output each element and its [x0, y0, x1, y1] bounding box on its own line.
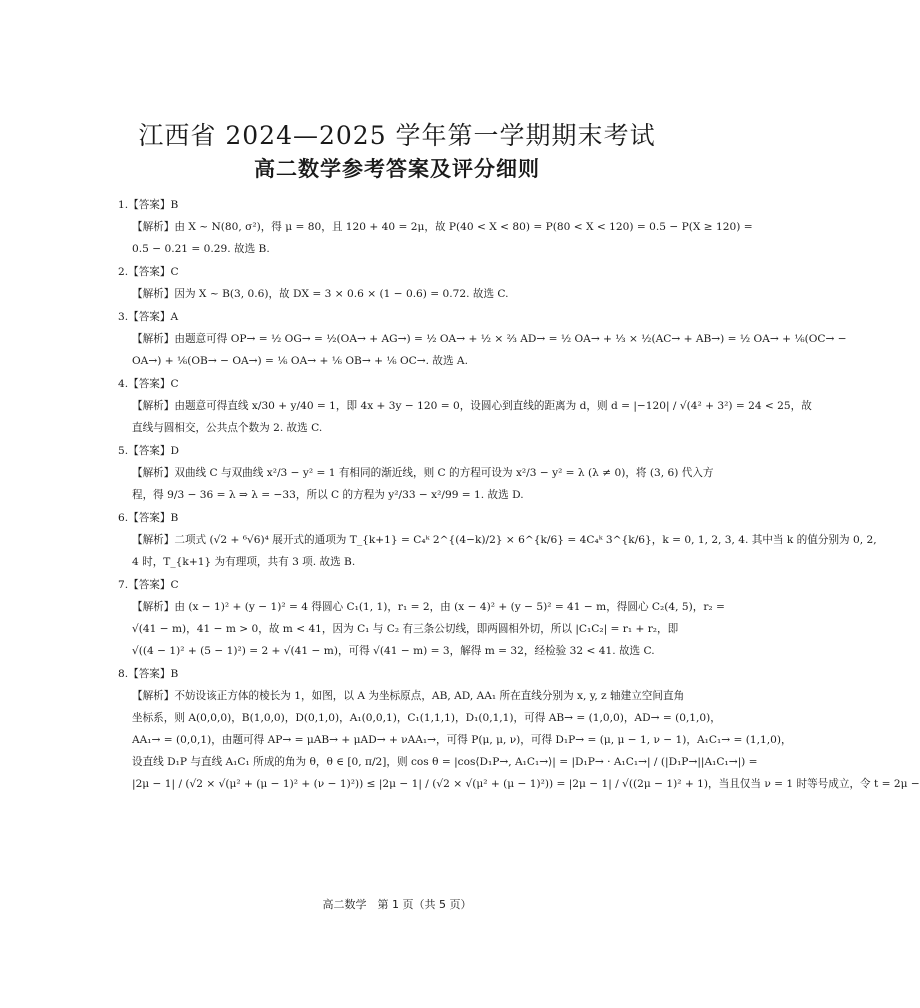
answer-label: 7.【答案】C: [118, 579, 179, 591]
solution-line: 【解析】由题意可得 OP→ = ½ OG→ = ½(OA→ + AG→) = ½ OA→ + ½ × ⅔ AD→ = ½ OA→ + ⅓ × ½(AC→ + AB→) = ½ OA→ + ⅙(OC→ −: [132, 333, 847, 345]
solution-line: 直线与圆相交，公共点个数为 2. 故选 C.: [132, 422, 323, 434]
question-block: [118, 306, 847, 372]
answer-label: 3.【答案】A: [118, 311, 179, 323]
exam-title: 江西省 2024—2025 学年第一学期期末考试: [138, 121, 656, 150]
question-block: [118, 194, 753, 260]
answer-label: 1.【答案】B: [118, 199, 179, 211]
solution-line: 【解析】由 X ~ N(80, σ²)，得 μ = 80，且 120 + 40 = 2μ，故 P(40 < X < 80) = P(80 < X < 120) = 0.5 − P(X ≥ 120) =: [132, 221, 753, 233]
solution-line: 程，得 9/3 − 36 = λ ⇒ λ = −33，所以 C 的方程为 y²/33 − x²/99 = 1. 故选 D.: [132, 489, 524, 501]
answer-label: 8.【答案】B: [118, 668, 179, 680]
solution-line: 【解析】由 (x − 1)² + (y − 1)² = 4 得圆心 C₁(1, 1)，r₁ = 2，由 (x − 4)² + (y − 5)² = 41 − m，得圆心 C₂(4, 5)，r₂ =: [132, 601, 725, 613]
solution-line: |2μ − 1| / (√2 × √(μ² + (μ − 1)² + (ν − 1)²)) ≤ |2μ − 1| / (√2 × √(μ² + (μ − 1)²)) = |2μ − 1| / √((2μ − 1)² + 1)，当且仅当 ν = 1 时等号成立，令 t = 2μ −: [132, 778, 920, 790]
exam-subtitle: 高二数学参考答案及评分细则: [254, 157, 540, 181]
answer-label: 2.【答案】C: [118, 266, 179, 278]
solution-line: OA→) + ⅙(OB→ − OA→) = ⅙ OA→ + ⅙ OB→ + ⅙ OC→. 故选 A.: [132, 355, 468, 367]
solution-line: 4 时，T_{k+1} 为有理项，共有 3 项. 故选 B.: [132, 556, 356, 568]
solution-line: 设直线 D₁P 与直线 A₁C₁ 所成的角为 θ，θ ∈ [0, π/2]，则 cos θ = |cos⟨D₁P→, A₁C₁→⟩| = |D₁P→ · A₁C₁→| / (|D₁P→||A₁C₁→|) =: [132, 756, 758, 768]
answer-label: 6.【答案】B: [118, 512, 179, 524]
question-block: [118, 261, 678, 305]
question-block: [118, 373, 812, 439]
solutions-body: [118, 193, 920, 795]
page-footer: 高二数学 第 1 页（共 5 页）: [322, 898, 472, 911]
answer-label: 4.【答案】C: [118, 378, 179, 390]
solution-line: √((4 − 1)² + (5 − 1)²) = 2 + √(41 − m)，可得 √(41 − m) = 3，解得 m = 32，经检验 32 < 41. 故选 C.: [132, 645, 655, 657]
question-block: [118, 574, 725, 662]
solution-line: 0.5 − 0.21 = 0.29. 故选 B.: [132, 243, 270, 255]
solution-line: 【解析】不妨设该正方体的棱长为 1，如图，以 A 为坐标原点，AB, AD, AA₁ 所在直线分别为 x, y, z 轴建立空间直角: [132, 690, 685, 702]
solution-line: √(41 − m)，41 − m > 0，故 m < 41，因为 C₁ 与 C₂ 有三条公切线，即两圆相外切，所以 |C₁C₂| = r₁ + r₂，即: [132, 623, 679, 635]
question-block: [118, 663, 920, 795]
solution-line: 【解析】由题意可得直线 x/30 + y/40 = 1，即 4x + 3y − 120 = 0，设圆心到直线的距离为 d，则 d = |−120| / √(4² + 3²) = 24 < 25，故: [132, 400, 812, 412]
solution-line: 坐标系，则 A(0,0,0)，B(1,0,0)，D(0,1,0)，A₁(0,0,1)，C₁(1,1,1)，D₁(0,1,1)，可得 AB→ = (1,0,0)，AD→ = (0,1,0)，: [132, 712, 721, 724]
question-block: [118, 507, 877, 573]
solution-line: 【解析】二项式 (√2 + ⁶√6)⁴ 展开式的通项为 T_{k+1} = C₄ᵏ 2^{(4−k)/2} × 6^{k/6} = 4C₄ᵏ 3^{k/6}，k = 0, 1, 2, 3, 4. 其中当 k 的值分别为 0, 2,: [132, 534, 877, 546]
answer-label: 5.【答案】D: [118, 445, 179, 457]
question-block: [118, 440, 714, 506]
solution-line: 【解析】因为 X ~ B(3, 0.6)，故 DX = 3 × 0.6 × (1 − 0.6) = 0.72. 故选 C.: [132, 288, 509, 300]
solution-line: AA₁→ = (0,0,1)，由题可得 AP→ = μAB→ + μAD→ + νAA₁→，可得 P(μ, μ, ν)，可得 D₁P→ = (μ, μ − 1, ν − 1)，A₁C₁→ = (1,1,0)，: [132, 734, 792, 746]
solution-line: 【解析】双曲线 C 与双曲线 x²/3 − y² = 1 有相同的渐近线，则 C 的方程可设为 x²/3 − y² = λ (λ ≠ 0)，将 (3, 6) 代入方: [132, 467, 714, 479]
